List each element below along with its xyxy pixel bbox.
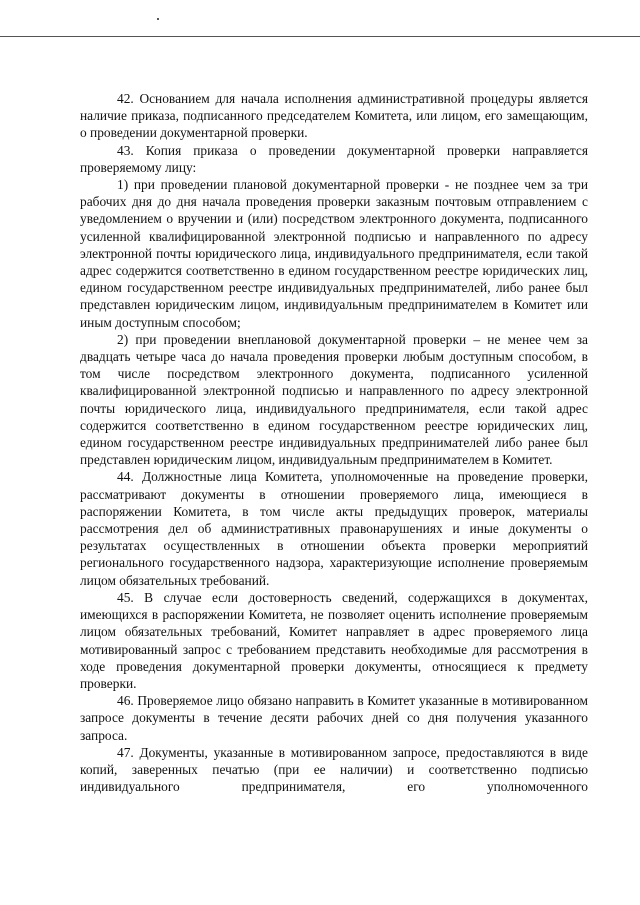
scan-speck: [157, 18, 159, 20]
paragraph-44: 44. Должностные лица Комитета, уполномоченные на проведение проверки, рассматривают документы в отношении проверяемого лица, имеющиеся в распоряжении Комитета, в том числе акты предыдущих проверок, материалы рассмотрения дел об административных правонарушениях и иные документы о результатах осуществленных в отношении объекта проверки мероприятий регионального государственного надзора, характеризующие исполнение проверяемым лицом обязательных требований.: [80, 469, 588, 588]
paragraph-43-item-1: 1) при проведении плановой документарной проверки - не позднее чем за три рабочих дня до дня начала проведения проверки заказным почтовым отправлением с уведомлением о вручении и (или) посредством электронного документа, подписанного усиленной квалифицированной электронной подписью и направленного по адресу электронной почты юридического лица, индивидуального предпринимателя, если такой адрес содержится соответственно в едином государственном реестре юридических лиц, едином государственном реестре индивидуальных предпринимателей, либо ранее был представлен юридическим лицом, индивидуальным предпринимателем в Комитет или иным доступным способом;: [80, 177, 588, 330]
paragraph-46: 46. Проверяемое лицо обязано направить в Комитет указанные в мотивированном запросе документы в течение десяти рабочих дней со дня получения указанного запроса.: [80, 693, 588, 743]
paragraph-43-item-2: 2) при проведении внеплановой документарной проверки – не менее чем за двадцать четыре часа до начала проведения проверки любым доступным способом, в том числе посредством электронного документа, подписанного усиленной квалифицированной электронной подписью и направленного по адресу электронной почты юридического лица, индивидуального предпринимателя, если такой адрес содержится соответственно в едином государственном реестре юридических лиц, едином государственном реестре индивидуальных предпринимателей либо ранее был представлен юридическим лицом, индивидуальным предпринимателем в Комитет.: [80, 331, 588, 468]
paragraph-47: 47. Документы, указанные в мотивированном запросе, предоставляются в виде копий, заверенных печатью (при ее наличии) и соответственно подписью индивидуального предпринимателя, его уполномоченного: [80, 744, 588, 795]
paragraph-42: 42. Основанием для начала исполнения административной процедуры является наличие приказа, подписанного председателем Комитета, или лицом, его замещающим, о проведении документарной проверки.: [80, 91, 588, 141]
header-rule: [0, 36, 640, 37]
document-body: [80, 90, 588, 795]
paragraph-43: 43. Копия приказа о проведении документарной проверки направляется проверяемому лицу:: [80, 142, 588, 175]
paragraph-45: 45. В случае если достоверность сведений, содержащихся в документах, имеющихся в распоряжении Комитета, не позволяет оценить исполнение проверяемым лицом обязательных требований, Комитет направляет в адрес проверяемого лица мотивированный запрос с требованием представить необходимые для рассмотрения в ходе проведения документарной проверки документы, относящиеся к предмету проверки.: [80, 589, 588, 691]
